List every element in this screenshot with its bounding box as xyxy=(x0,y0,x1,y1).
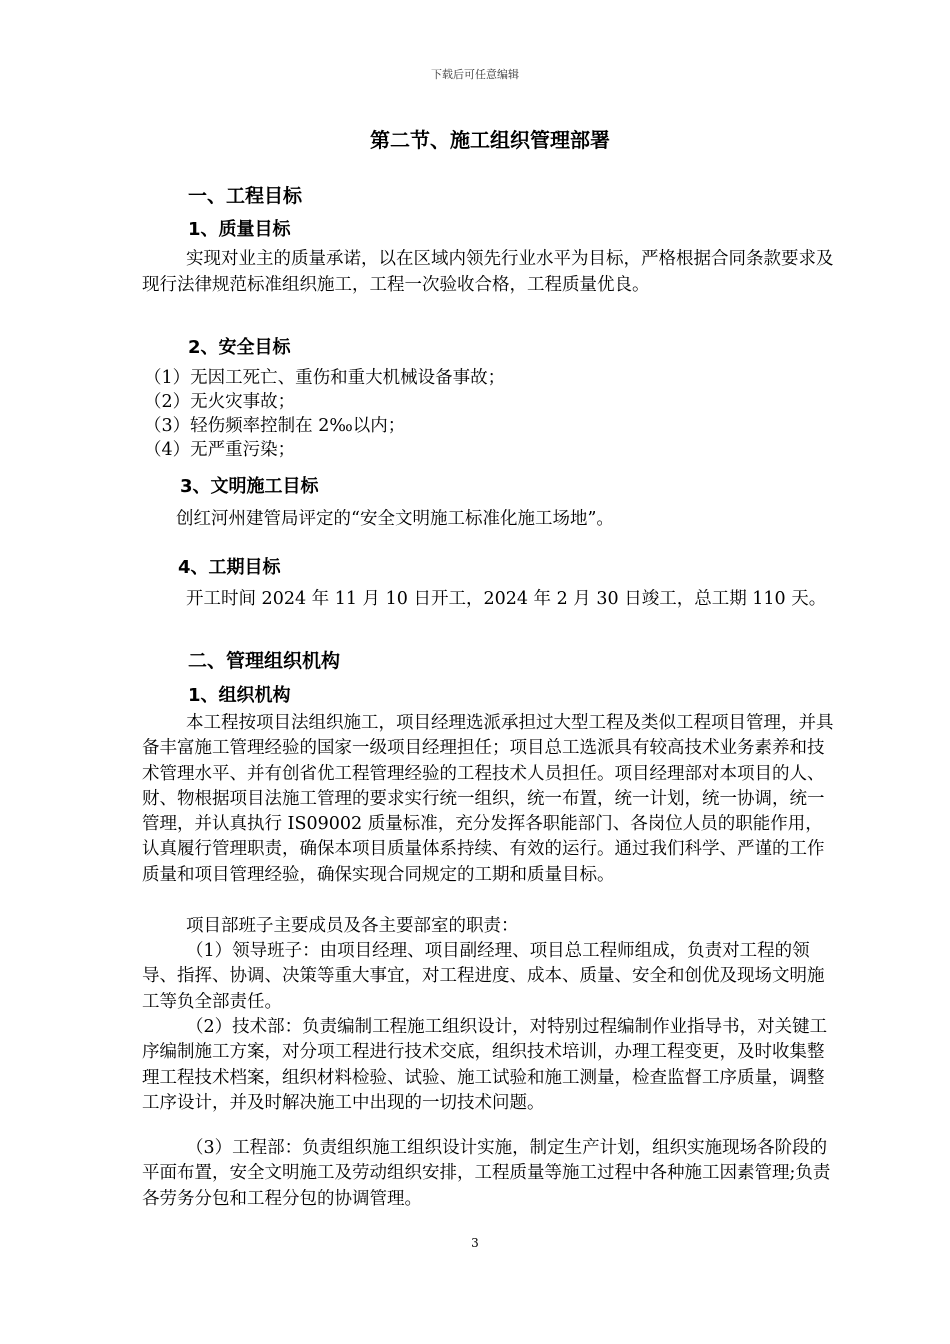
page-number: 3 xyxy=(471,1236,479,1250)
civilized-text: 创红河州建管局评定的“安全文明施工标准化施工场地”。 xyxy=(176,509,614,529)
org-duty-engineering: （3）工程部：负责组织施工组织设计实施，制定生产计划，组织实施现场各阶段的平面布置，安全文明施工及劳动组织安排，工程质量等施工过程中各种施工因素管理;负责各劳务分包和工程分包的协调管理。 xyxy=(142,1138,831,1209)
quality-paragraph: 实现对业主的质量承诺，以在区域内领先行业水平为目标，严格根据合同条款要求及现行法律规范标准组织施工，工程一次验收合格，工程质量优良。 xyxy=(142,249,834,295)
section-heading-organization: 二、管理组织机构 xyxy=(188,650,341,672)
subheading-safety: 2、安全目标 xyxy=(188,337,291,358)
org-duties-intro: 项目部班子主要成员及各主要部室的职责： xyxy=(186,916,519,936)
safety-item: （2）无火灾事故； xyxy=(144,392,296,412)
header-note: 下载后可任意编辑 xyxy=(431,68,519,81)
org-paragraph: 本工程按项目法组织施工，项目经理选派承担过大型工程及类似工程项目管理，并具备丰富施工管理经验的国家一级项目经理担任；项目总工选派具有较高技术业务素养和技术管理水平、并有创省优工程管理经验的工程技术人员担任。项目经理部对本项目的人、财、物根据项目法施工管理的要求实行统一组织，统一布置，统一计划，统一协调，统一管理，并认真执行 IS09002 质量标准，充分发挥各职能部门、各岗位人员的职能作用，认真履行管理职责，确保本项目质量体系持续、有效的运行。通过我们科学、严谨的工作质量和项目管理经验，确保实现合同规定的工期和质量目标。 xyxy=(142,713,834,885)
page-title: 第二节、施工组织管理部署 xyxy=(370,128,610,152)
schedule-paragraph: 开工时间 2024 年 11 月 10 日开工，2024 年 2 月 30 日竣工，总工期 110 天。 xyxy=(186,589,827,609)
org-duty-technical: （2）技术部：负责编制工程施工组织设计，对特别过程编制作业指导书，对关键工序编制施工方案，对分项工程进行技术交底，组织技术培训，办理工程变更，及时收集整理工程技术档案，组织材料检验、试验、施工试验和施工测量，检查监督工序质量，调整工序设计，并及时解决施工中出现的一切技术问题。 xyxy=(142,1017,828,1113)
safety-item: （3）轻伤频率控制在 2‰以内； xyxy=(144,416,406,436)
safety-item: （4）无严重污染； xyxy=(144,440,296,460)
section-heading-goals: 一、工程目标 xyxy=(188,185,303,207)
safety-item: （1）无因工死亡、重伤和重大机械设备事故； xyxy=(144,368,506,388)
subheading-schedule: 4、工期目标 xyxy=(178,557,281,578)
subheading-quality: 1、质量目标 xyxy=(188,219,291,240)
org-duty-leadership: （1）领导班子：由项目经理、项目副经理、项目总工程师组成，负责对工程的领导、指挥、协调、决策等重大事宜，对工程进度、成本、质量、安全和创优及现场文明施工等负全部责任。 xyxy=(142,941,825,1012)
subheading-org: 1、组织机构 xyxy=(188,685,291,706)
subheading-civilized: 3、文明施工目标 xyxy=(180,476,319,497)
